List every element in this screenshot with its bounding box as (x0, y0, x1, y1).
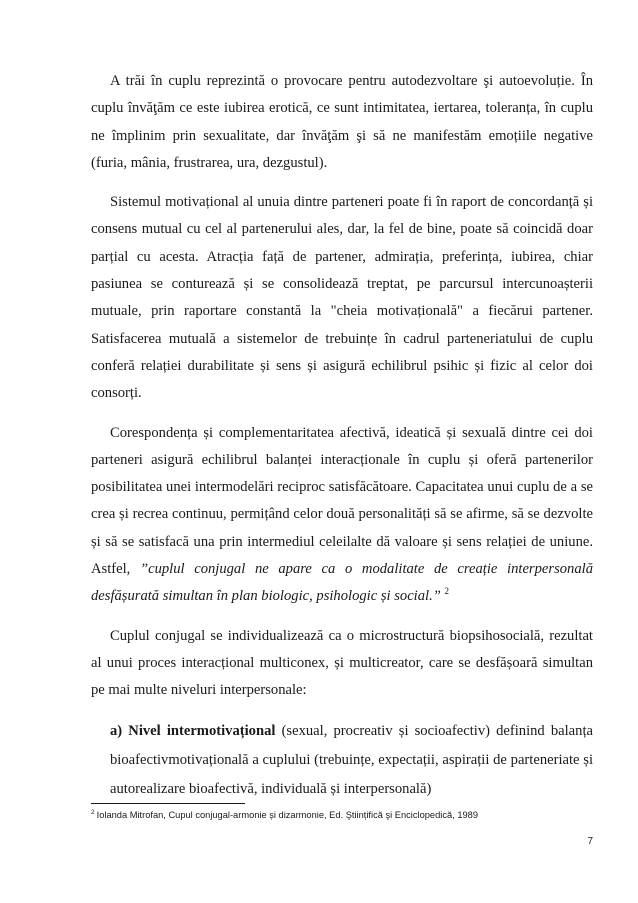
paragraph-4: Cuplul conjugal se individualizează ca o microstructură biopsihosocială, rezultat al unui proces interacțional multiconex, și multicreator, care se desfășoară simultan pe mai multe niveluri interpersonale: (91, 627, 593, 699)
page-number: 7 (587, 836, 593, 847)
list-item-text: (sexual, procreativ și socioafectiv) definind balanța bioafectivmotivațională a cuplului (trebuințe, expectații, aspirații de parteneriate și autorealizare bioafectivă, individuală și interpersonală) (110, 722, 593, 797)
body-text (91, 68, 593, 804)
paragraph-1: A trăi în cuplu reprezintă o provocare pentru autodezvoltare şi autoevoluție. În cuplu învăţăm ce este iubirea erotică, ce sunt intimitatea, iertarea, toleranța, în cuplu ne împlinim prin sexualitate, dar învăţăm şi să ne manifestăm emoțiile negative (furia, mânia, frustrarea, ura, dezgustul). (91, 73, 593, 171)
footnote (91, 809, 596, 822)
paragraph-3 (91, 420, 593, 611)
footnote-text: Iolanda Mitrofan, Cupul conjugal-armonie și dizarmonie, Ed. Ştiințifică şi Enciclopedică, 1989 (96, 810, 478, 820)
list-item-label: a) Nivel intermotivațional (110, 722, 276, 739)
paragraph-2: Sistemul motivațional al unuia dintre parteneri poate fi în raport de concordanță și consens mutual cu cel al partenerului ales, dar, la fel de bine, poate să coincidă doar parțial cu acesta. Atracția față de partener, admirația, preferința, iubirea, chiar pasiunea se conturează și se consolidează treptat, pe parcursul intercunoașterii mutuale, prin raportare constantă la "cheia motivațională" a fiecărui partener. Satisfacerea mutuală a sistemelor de trebuințe în cadrul parteneriatului de cuplu conferă relației durabilitate și sens și asigură echilibrul psihic și fizic al celor doi consorți. (91, 194, 593, 402)
list-item (110, 717, 593, 804)
paragraph-3-quote: ”cuplul conjugal ne apare ca o modalitate de creație interpersonală desfășurată simultan în plan biologic, psihologic și social.” (91, 561, 593, 605)
footnote-reference: 2 (444, 586, 450, 597)
footnote-number: 2 (91, 808, 95, 816)
footnote-divider (91, 803, 245, 804)
paragraph-3-text: Corespondența și complementaritatea afectivă, ideatică și sexuală dintre cei doi parteneri asigură echilibrul balanței interacționale în cuplu și oferă partenerilor posibilitatea unei intermodelări reciproc satisfăcătoare. Capacitatea unui cuplu de a se crea și recrea continuu, permițând celor două personalități să se afirme, să se dezvolte și să se satisfacă una prin intermediul celeilalte dă valoare și sens relației de uniune. Astfel, (91, 424, 593, 578)
